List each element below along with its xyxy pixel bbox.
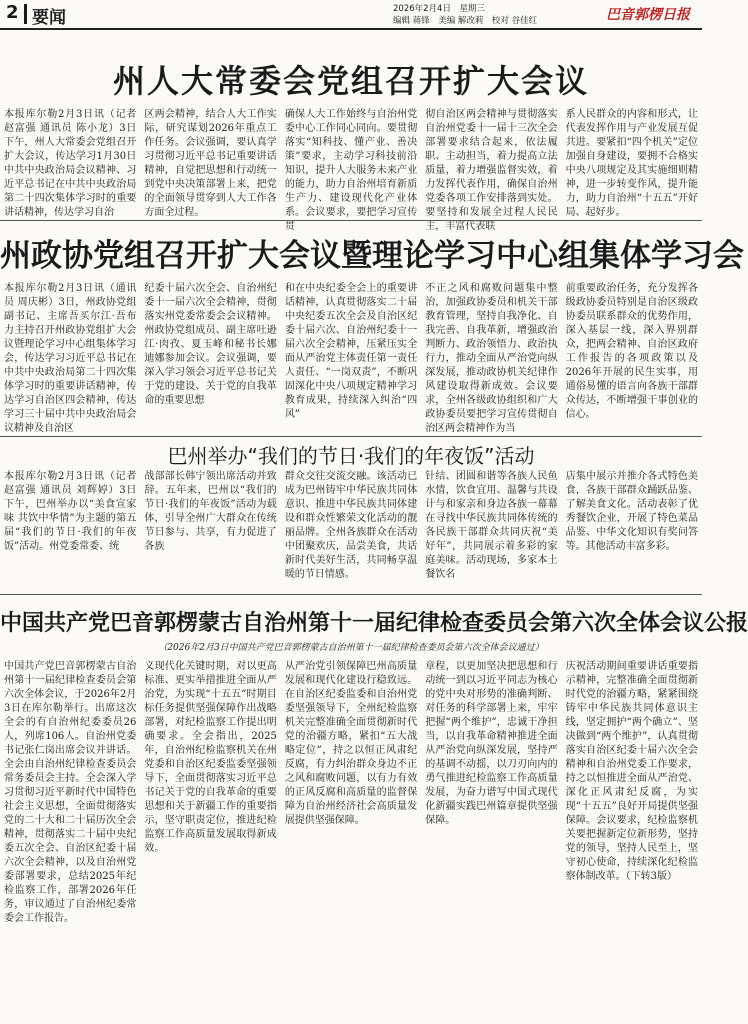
article2-body <box>4 282 698 432</box>
section-divider <box>24 4 27 24</box>
masthead <box>0 0 702 28</box>
article3-col5: 店集中展示并推介各式特色美食，各族干部群众踊跃品鉴、了解美食文化。活动表彰了优秀餐饮企业，开展了特色菜品品鉴、中华文化知识有奖问答等。其他活动丰富多彩。 <box>565 471 699 552</box>
article3-body <box>4 470 698 590</box>
article4-headline: 中国共产党巴音郭楞蒙古自治州第十一届纪律检查委员会第六次全体会议公报 <box>0 610 748 636</box>
article1-col4: 彻自治区两会精神与贯彻落实自治州党委十一届十三次全会部署要求结合起来，依法履职、主动担当，着力提高立法质量，着力增强监督实效，着力发挥代表作用，确保自治州党委各项工作安排落到实处。要坚持和发展全过程人民民主，丰富代表联 <box>425 109 558 232</box>
issue-date: 2026年2月4日 星期三 <box>393 4 485 14</box>
article1-col5: 系人民群众的内容和形式，让代表发挥作用与产业发展互促共进。要紧扣“四个机关”定位加强自身建设，要拥不合格实中央八项规定及其实施细则精神，进一步转变作风，提升能力，助力自治州“十五五”开好局、起好步。 <box>565 109 699 218</box>
section-name: 要闻 <box>32 8 66 28</box>
article3-col3: 群众交往交流交融。该活动已成为巴州铸牢中华民族共同体意识、推进中华民族共同体建设和群众性繁荣文化活动的靓丽品牌。全州各族群众在活动中团聚欢庆，品尝美食，共话新时代美好生活，共同畅享温暖的节日情感。 <box>284 471 418 580</box>
article1-headline: 州人大常委会党组召开扩大会议 <box>112 62 589 100</box>
article2-col1: 本报库尔勒2月3日讯（通讯员 周庆彬）3日，州政协党组副书记、主席吾买尔江·吾布力主持召开州政协党组扩大会议暨理论学习中心组集体学习会，传达学习习近平总书记在中共中央政治局第二十四次集体学习时的重要讲话精神，传达学习自治区四会精神，传达学习三十届中共中央政治局会议精神及自治区 <box>4 283 137 434</box>
article4-col5: 庆祝活动期间重要讲话重要指示精神，完整准确全面贯彻新时代党的治疆方略，紧紧围绕铸牢中华民族共同体意识主线，坚定拥护“两个确立”、坚决做到“两个维护”，认真贯彻落实自治区纪委十届六次全会精神和自治州党委工作要求，持之以恒推进全面从严治党、深化正风肃纪反腐，为实现“十五五”良好开局提供坚强保障。会议要求，纪检监察机关要把握新定位新形势，坚持党的领导，坚持人民至上，坚守初心使命，持续深化纪检监察体制改革。（下转3版） <box>565 661 699 882</box>
article2-col2: 纪委十届六次全会、自治州纪委十一届六次全会精神，贯彻落实州党委常委会会议精神。州政协党组成员、副主席吐逊江·肉孜、夏玉峰和秘书长娜迪娜参加会议。会议强调，要深入学习领会习近平总书记关于党的建设、关于党的自我革命的重要思想 <box>144 283 277 406</box>
article3-headline: 巴州举办“我们的节日·我们的年夜饭”活动 <box>167 444 535 468</box>
divider <box>0 220 702 221</box>
staff-credits: 编辑 蒋锋 美编 解改莉 校对 谷佳红 <box>393 16 538 26</box>
article4-subtitle: （2026年2月3日中国共产党巴音郭楞蒙古自治州第十一届纪律检查委员会第六次全体会议通过） <box>158 643 544 653</box>
article4-col1: 中国共产党巴音郭楞蒙古自治州第十一届纪律检查委员会第六次全体会议，于2026年2月3日在库尔勒举行。出席这次全会的有自治州纪委委员26人，列席106人。自治州党委书记张仁岗出席会议并讲话。全会由自治州纪律检查委员会常务委员会主持。全会深入学习贯彻习近平新时代中国特色社会主义思想，全面贯彻落实党的二十大和二十届历次全会精神，贯彻落实二十届中央纪委五次全会、自治区纪委十届六次全会精神，以及自治州党委部署要求，总结2025年纪检监察工作，部署2026年任务，审议通过了自治州纪委常委会工作报告。 <box>4 661 137 924</box>
article2-col5: 前重要政治任务，充分发挥各级政协委员特别是自治区级政协委员联系群众的优势作用，深入基层一线，深入界别群众，把两会精神、自治区政府工作报告的各项政策以及2026年开展的民生实事，用通俗易懂的语言向各族干部群众传达，不断增强干事创业的信心。 <box>565 283 699 420</box>
divider <box>0 594 702 595</box>
article1-body <box>4 108 699 232</box>
article1-col1: 本报库尔勒2月3日讯（记者 赵富强 通讯员 陈小龙）3日下午，州人大常委会党组召开扩大会议，传达学习1月30日中共中央政治局会议精神、习近平总书记在中共中央政治局第二十四次集体学习时的重要讲话精神，传达学习自治 <box>4 109 137 218</box>
newspaper-logo: 巴音郭楞日报 <box>606 7 690 23</box>
article2-col3: 和在中央纪委全会上的重要讲话精神，认真贯彻落实二十届中央纪委五次全会及自治区纪委十届六次、自治州纪委十一届六次全会精神，压紧压实全面从严治党主体责任第一责任人责任、“一岗双责”，不断巩固深化中央八项规定精神学习教育成果，持续深入纠治“四风” <box>284 283 418 420</box>
article4-col4: 章程，以更加坚决把思想和行动统一到以习近平同志为核心的党中央对形势的准确判断、对任务的科学部署上来，牢牢把握“两个维护”，忠诚干净担当，以自我革命精神推进全面从严治党向纵深发展，坚持严的基调不动摇，以刀刃向内的勇气推进纪检监察工作高质量发展，为奋力谱写中国式现代化新疆实践巴州篇章提供坚强保障。 <box>425 661 558 826</box>
article2-col4: 不正之风和腐败问题集中整治，加强政协委员和机关干部教育管理，坚持自我净化、自我完善、自我革新，增强政治判断力、政治领悟力、政治执行力，推动全面从严治党向纵深发展，推动政协机关纪律作风建设取得新成效。会议要求，全州各级政协组织和广大政协委员要把学习宣传贯彻自治区两会精神作为当 <box>425 283 558 434</box>
article1-col3: 确保人大工作始终与自治州党委中心工作同心同向。要贯彻落实“知科技、懂产业、善决策”要求，主动学习科技前沿知识，提升人大服务未来产业的能力，助力自治州培育新质生产力、建设现代化产业体系。会议要求，要把学习宣传贯 <box>284 109 418 232</box>
masthead-rule <box>0 28 702 30</box>
article3-col1: 本报库尔勒2月3日讯（记者 赵富强 通讯员 刘辉婷）3日下午，巴州举办以“美食宣家味 共饮中华情”为主题的第五届“我们的节日·我们的年夜饭”活动。州党委常委、统 <box>4 471 137 552</box>
article4-col3: 从严治党引领保障巴州高质量发展和现代化建设行稳致远。在自治区纪委监委和自治州党委坚强领导下，全州纪检监察机关完整准确全面贯彻新时代党的治疆方略，紧扣“五大战略定位”，持之以恒正风肃纪反腐，有力纠治群众身边不正之风和腐败问题，以有力有效的正风反腐和高质量的监督保障为自治州经济社会高质量发展提供坚强保障。 <box>284 661 418 826</box>
article3-col4: 针结、团圆和谐等各族人民鱼水情，饮食宜用、温馨与共设计与和家亲和身边各族一幕幕在寻找中华民族共同体传统的各民族干部群众共同庆祝“美好年”，共同展示着多彩的家庭美味。活动现场，多家本土餐饮名 <box>425 471 558 580</box>
article2-headline: 州政协党组召开扩大会议暨理论学习中心组集体学习会 <box>0 238 744 274</box>
article3-col2: 战部部长韩宁领出席活动并致辞。五年来，巴州以“我们的节日·我们的年夜饭”活动为载体，引导全州广大群众在传统节日参与、共享，有力促进了各族 <box>144 471 277 552</box>
article1-col2: 区两会精神，结合人大工作实际，研究谋划2026年重点工作任务。会议强调，要认真学习贯彻习近平总书记重要讲话精神，自觉把思想和行动统一到党中央决策部署上来，把党的全面领导贯穿到人大工作各方面全过程。 <box>144 109 277 218</box>
page-number: 2 <box>6 2 19 23</box>
article4-col2: 义现代化关键时期，对以更高标准、更实举措推进全面从严治党，为实现“十五五”时期目标任务提供坚强保障作出战略部署，对纪检监察工作提出明确要求。全会指出，2025年，自治州纪检监察机关在州党委和自治区纪委监委坚强领导下，全面贯彻落实习近平总书记关于党的自我革命的重要思想和关于新疆工作的重要指示，坚守职责定位，推进纪检监察工作高质量发展取得新成效。 <box>144 661 277 854</box>
article4-body <box>4 660 698 1020</box>
divider <box>0 436 702 437</box>
